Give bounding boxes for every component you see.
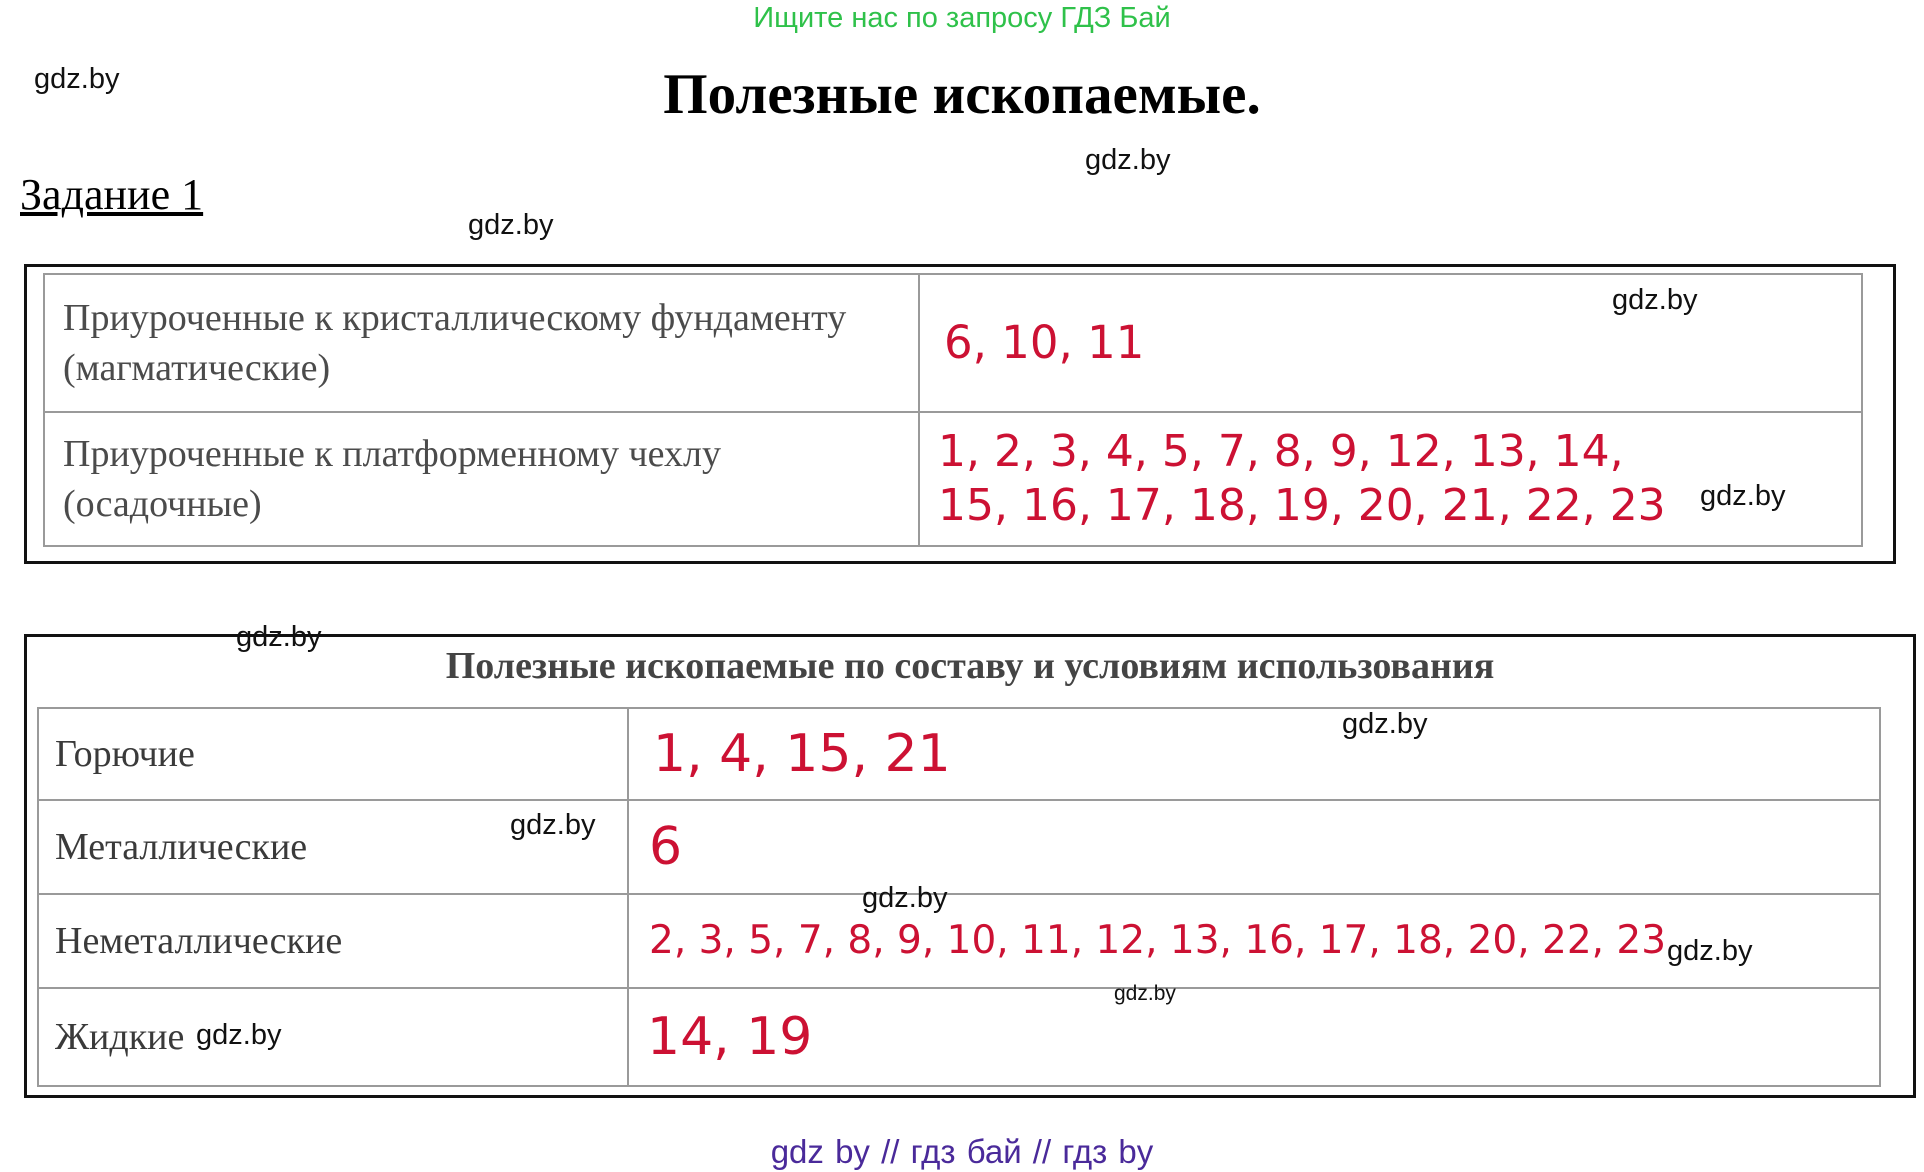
- table-row: [44, 274, 1862, 412]
- table1-label-cell: [44, 274, 919, 412]
- table1-label-cell: [44, 412, 919, 546]
- table-row: [38, 988, 1880, 1086]
- answer-line: 6, 10, 11: [944, 316, 1145, 369]
- watermark: gdz.by: [468, 209, 554, 241]
- row-label-line: Приуроченные к кристаллическому фундаменту: [63, 297, 847, 339]
- table2: [37, 707, 1881, 1087]
- table1: [43, 273, 1863, 547]
- answer-line: 15, 16, 17, 18, 19, 20, 21, 22, 23: [938, 480, 1666, 531]
- watermark: gdz.by: [34, 63, 120, 95]
- table-row: [44, 412, 1862, 546]
- answer: 1, 4, 15, 21: [653, 724, 951, 784]
- answer: 2, 3, 5, 7, 8, 9, 10, 11, 12, 13, 16, 17, 18, 20, 22, 23: [649, 918, 1667, 963]
- row-label: Неметаллические: [55, 920, 343, 962]
- row-label-line: Приуроченные к платформенному чехлу: [63, 433, 721, 475]
- table-row: [38, 894, 1880, 988]
- table2-caption: Полезные ископаемые по составу и условиям использования: [445, 645, 1495, 687]
- watermark: gdz.by: [196, 1019, 282, 1051]
- row-label: Жидкие: [55, 1016, 185, 1058]
- table2-label-cell: [38, 894, 628, 988]
- watermark: gdz.by: [510, 809, 596, 841]
- watermark: gdz.by: [862, 882, 948, 914]
- row-label: Металлические: [55, 826, 308, 868]
- table2-frame: [24, 634, 1916, 1098]
- watermark: gdz.by: [236, 621, 322, 653]
- row-label: Горючие: [55, 733, 195, 775]
- answer: 6: [649, 817, 683, 877]
- watermark: gdz.by: [1612, 284, 1698, 316]
- page-title: Полезные ископаемые.: [663, 63, 1261, 126]
- table2-value-cell: [628, 800, 1880, 894]
- watermark: gdz.by: [1667, 935, 1753, 967]
- promo-banner[interactable]: Ищите нас по запросу ГДЗ Бай: [753, 2, 1171, 34]
- table1-value-cell: [919, 274, 1862, 412]
- table-row: [38, 708, 1880, 800]
- row-label-line: (магматические): [63, 347, 331, 389]
- watermark: gdz.by: [1342, 708, 1428, 740]
- answer-line: 1, 2, 3, 4, 5, 7, 8, 9, 12, 13, 14,: [938, 426, 1624, 477]
- watermark: gdz.by: [1114, 982, 1176, 1005]
- answer: 14, 19: [647, 1007, 813, 1067]
- table2-label-cell: [38, 988, 628, 1086]
- footer-links[interactable]: gdz by // гдз бай // гдз by: [770, 1133, 1154, 1170]
- table2-value-cell: [628, 988, 1880, 1086]
- table2-value-cell: [628, 708, 1880, 800]
- table2-label-cell: [38, 708, 628, 800]
- watermark: gdz.by: [1085, 144, 1171, 176]
- row-label-line: (осадочные): [63, 483, 262, 525]
- watermark: gdz.by: [1700, 480, 1786, 512]
- table-row: [38, 800, 1880, 894]
- task-heading: Задание 1: [20, 170, 204, 219]
